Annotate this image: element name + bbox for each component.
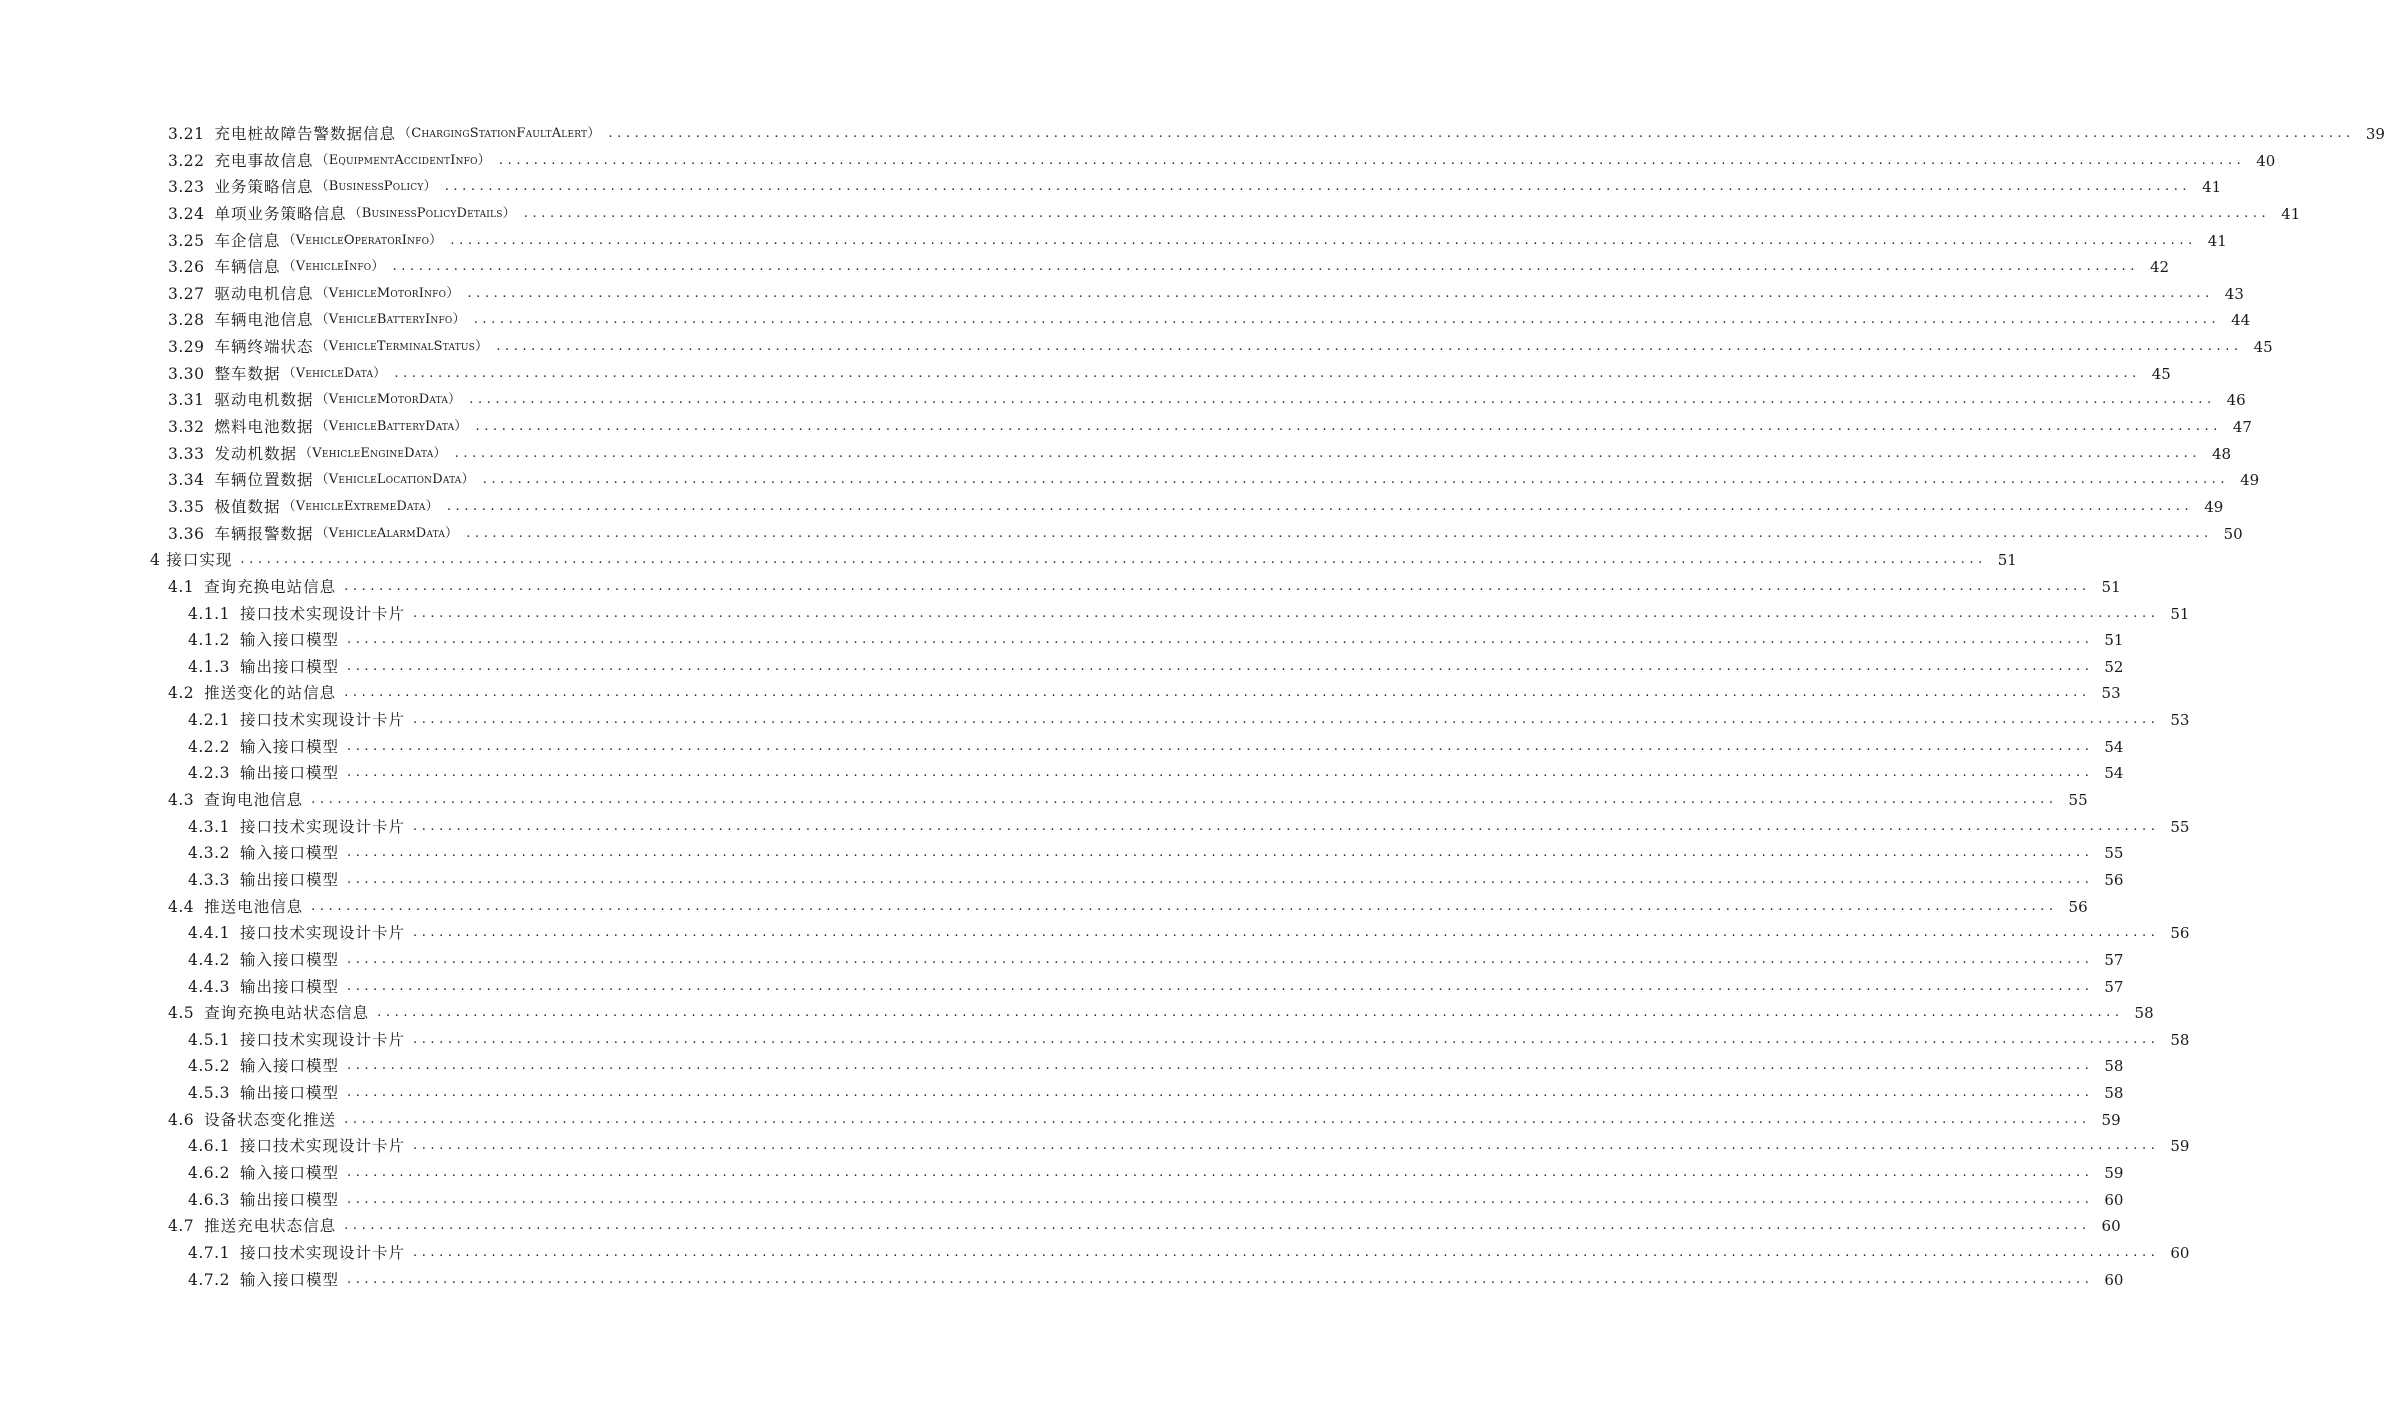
- toc-entry[interactable]: [0, 840, 2124, 867]
- toc-entry-page-number: 54: [2104, 764, 2124, 783]
- toc-entry-english-name: （VehicleData）: [282, 365, 387, 381]
- toc-entry-title: 输入接口模型: [239, 1057, 339, 1076]
- toc-entry-number: 4.3.3: [188, 870, 230, 889]
- toc-entry-heading: [168, 414, 468, 441]
- toc-entry-english-name: （VehicleLocationData）: [315, 472, 475, 488]
- toc-entry-number: 4.5.2: [188, 1057, 230, 1076]
- toc-entry[interactable]: [0, 281, 2244, 308]
- toc-entry[interactable]: [0, 1187, 2124, 1214]
- toc-entry-heading: [168, 441, 447, 468]
- toc-entry-title: 查询充换电站状态信息: [204, 1004, 370, 1023]
- toc-entry-page-number: 51: [2101, 577, 2121, 596]
- toc-dot-leader: ........................................................................................................................................................................................................: [240, 552, 1987, 568]
- toc-entry-page-number: 41: [2281, 204, 2301, 223]
- toc-entry-title: 驱动电机信息: [214, 284, 314, 303]
- toc-dot-leader: ........................................................................................................................................................................................................: [346, 871, 2094, 887]
- toc-entry-number: 3.35: [168, 497, 205, 516]
- toc-entry-number: 4.6: [168, 1110, 195, 1129]
- toc-entry[interactable]: [0, 1133, 2190, 1160]
- toc-entry-title: 接口技术实现设计卡片: [239, 817, 405, 836]
- toc-entry-number: 4.4.3: [188, 977, 230, 996]
- toc-entry-number: 4.1.2: [188, 631, 230, 650]
- toc-entry-number: 4.7.2: [188, 1270, 230, 1289]
- toc-entry[interactable]: [0, 1107, 2121, 1134]
- toc-entry-english-name: （EquipmentAccidentInfo）: [315, 152, 491, 168]
- toc-entry-heading: [188, 1187, 339, 1214]
- toc-entry-page-number: 51: [1997, 551, 2017, 570]
- toc-entry-page-number: 55: [2068, 791, 2088, 810]
- toc-entry[interactable]: [0, 707, 2190, 734]
- toc-entry-title: 输入接口模型: [239, 737, 339, 756]
- toc-entry-page-number: 41: [2202, 178, 2222, 197]
- toc-dot-leader: ........................................................................................................................................................................................................: [344, 1111, 2091, 1127]
- toc-entry-page-number: 56: [2068, 897, 2088, 916]
- toc-entry[interactable]: [0, 174, 2222, 201]
- toc-entry-title: 接口技术实现设计卡片: [239, 604, 405, 623]
- toc-entry-title: 输出接口模型: [239, 764, 339, 783]
- toc-entry-title: 车辆终端状态: [214, 338, 314, 357]
- toc-entry-page-number: 42: [2149, 258, 2170, 277]
- toc-entry[interactable]: [0, 734, 2124, 761]
- toc-dot-leader: ........................................................................................................................................................................................................: [346, 845, 2094, 861]
- toc-entry-title: 查询充换电站信息: [204, 577, 337, 596]
- toc-entry-english-name: （VehicleBatteryData）: [315, 419, 468, 435]
- toc-entry-title: 接口技术实现设计卡片: [239, 1030, 405, 1049]
- toc-entry-heading: [168, 680, 336, 707]
- toc-entry-title: 驱动电机数据: [214, 391, 314, 410]
- toc-entry[interactable]: [0, 760, 2124, 787]
- toc-entry-title: 极值数据: [214, 497, 281, 516]
- toc-dot-leader: ........................................................................................................................................................................................................: [608, 126, 2355, 141]
- toc-entry-heading: [188, 734, 339, 761]
- toc-entry-page-number: 45: [2151, 364, 2171, 383]
- toc-entry-page-number: 47: [2232, 418, 2252, 437]
- toc-dot-leader: ........................................................................................................................................................................................................: [412, 1244, 2160, 1260]
- toc-entry-page-number: 58: [2134, 1004, 2154, 1023]
- toc-entry-title: 输入接口模型: [239, 950, 339, 969]
- toc-entry-page-number: 53: [2101, 684, 2121, 703]
- toc-entry-heading: [188, 601, 405, 628]
- toc-dot-leader: ........................................................................................................................................................................................................: [482, 472, 2230, 488]
- toc-entry-english-name: （VehicleAlarmData）: [315, 525, 459, 541]
- toc-entry-page-number: 57: [2104, 950, 2124, 969]
- toc-dot-leader: ........................................................................................................................................................................................................: [412, 1138, 2160, 1154]
- toc-entry-title: 发动机数据: [214, 444, 298, 463]
- toc-entry-title: 充电事故信息: [214, 151, 314, 170]
- toc-entry-page-number: 51: [2104, 631, 2124, 650]
- toc-entry[interactable]: [0, 787, 2088, 814]
- toc-entry-number: 3.32: [168, 418, 205, 437]
- toc-dot-leader: ........................................................................................................................................................................................................: [412, 925, 2160, 941]
- toc-dot-leader: ........................................................................................................................................................................................................: [344, 578, 2091, 594]
- toc-entry-english-name: （VehicleEngineData）: [299, 445, 447, 461]
- toc-entry-page-number: 59: [2170, 1137, 2190, 1156]
- toc-entry-heading: [188, 707, 405, 734]
- toc-entry-number: 4.2.1: [188, 711, 230, 730]
- toc-dot-leader: ........................................................................................................................................................................................................: [469, 392, 2216, 408]
- toc-entry-number: 3.24: [168, 204, 205, 223]
- toc-entry-page-number: 53: [2170, 711, 2190, 730]
- toc-entry-heading: [168, 787, 303, 814]
- toc-entry[interactable]: [0, 201, 2301, 228]
- toc-entry-heading: [168, 307, 466, 334]
- toc-dot-leader: ........................................................................................................................................................................................................: [346, 1085, 2094, 1101]
- toc-dot-leader: ........................................................................................................................................................................................................: [450, 232, 2197, 248]
- toc-entry-heading: [188, 760, 339, 787]
- toc-entry-title: 接口技术实现设计卡片: [239, 924, 405, 943]
- toc-dot-leader: ........................................................................................................................................................................................................: [473, 312, 2221, 328]
- toc-entry[interactable]: [0, 1027, 2190, 1054]
- toc-entry-english-name: （ChargingStationFaultAlert）: [398, 126, 601, 141]
- toc-entry-title: 设备状态变化推送: [204, 1110, 337, 1129]
- toc-entry-title: 输出接口模型: [239, 977, 339, 996]
- toc-entry-title: 推送充电状态信息: [204, 1217, 337, 1236]
- toc-dot-leader: ........................................................................................................................................................................................................: [346, 765, 2094, 781]
- toc-entry-title: 接口技术实现设计卡片: [239, 1243, 405, 1262]
- toc-entry-page-number: 60: [2101, 1217, 2121, 1236]
- toc-entry[interactable]: [0, 334, 2273, 361]
- toc-dot-leader: ........................................................................................................................................................................................................: [498, 152, 2246, 168]
- toc-entry-english-name: （BusinessPolicyDetails）: [348, 205, 516, 221]
- toc-entry-title: 推送变化的站信息: [204, 684, 337, 703]
- toc-entry-heading: [188, 627, 339, 654]
- toc-entry-number: 4.1.3: [188, 657, 230, 676]
- toc-entry-title: 输出接口模型: [239, 870, 339, 889]
- toc-entry-heading: [168, 387, 461, 414]
- toc-entry-english-name: （VehicleTerminalStatus）: [315, 339, 489, 355]
- toc-entry[interactable]: [0, 867, 2124, 894]
- toc-entry-heading: [150, 547, 232, 574]
- toc-entry-number: 4.3: [168, 791, 195, 810]
- toc-entry-number: 4.4.1: [188, 924, 230, 943]
- toc-dot-leader: ........................................................................................................................................................................................................: [412, 712, 2160, 728]
- toc-entry-number: 4.2: [168, 684, 195, 703]
- toc-entry-heading: [188, 1053, 339, 1080]
- toc-entry[interactable]: [0, 1053, 2124, 1080]
- toc-entry-page-number: 60: [2170, 1243, 2190, 1262]
- toc-entry-heading: [188, 947, 339, 974]
- toc-entry-page-number: 56: [2170, 924, 2190, 943]
- toc-entry-heading: [168, 1213, 336, 1240]
- toc-entry-title: 输入接口模型: [239, 631, 339, 650]
- toc-entry-title: 接口技术实现设计卡片: [239, 711, 405, 730]
- toc-entry-title: 整车数据: [214, 364, 281, 383]
- toc-entry-number: 4.4: [168, 897, 195, 916]
- toc-entry-heading: [168, 228, 442, 255]
- toc-entry[interactable]: [0, 601, 2190, 628]
- toc-entry-page-number: 59: [2104, 1163, 2124, 1182]
- toc-entry-heading: [188, 1027, 405, 1054]
- toc-entry-page-number: 48: [2212, 444, 2232, 463]
- toc-entry-number: 4.2.3: [188, 764, 230, 783]
- toc-entry-heading: [188, 867, 339, 894]
- toc-entry-title: 输出接口模型: [239, 1190, 339, 1209]
- toc-entry-title: 输入接口模型: [239, 1163, 339, 1182]
- toc-entry-number: 4.5.1: [188, 1030, 230, 1049]
- toc-entry-number: 4.7: [168, 1217, 195, 1236]
- toc-entry-heading: [168, 121, 600, 148]
- toc-entry-heading: [168, 254, 385, 281]
- toc-entry[interactable]: [0, 121, 2385, 148]
- toc-entry-number: 4.1.1: [188, 604, 230, 623]
- toc-entry-number: 4.6.2: [188, 1163, 230, 1182]
- toc-entry-heading: [188, 1133, 405, 1160]
- toc-entry-heading: [168, 174, 437, 201]
- toc-entry-title: 车辆位置数据: [214, 471, 314, 490]
- toc-dot-leader: ........................................................................................................................................................................................................: [344, 685, 2091, 701]
- toc-entry-page-number: 57: [2104, 977, 2124, 996]
- toc-entry-title: 燃料电池数据: [214, 418, 314, 437]
- toc-entry-page-number: 60: [2104, 1270, 2124, 1289]
- toc-entry-page-number: 50: [2223, 524, 2243, 543]
- toc-entry-page-number: 43: [2224, 284, 2244, 303]
- toc-entry-heading: [188, 654, 339, 681]
- toc-entry-number: 4.5: [168, 1004, 195, 1023]
- toc-entry-page-number: 52: [2104, 657, 2124, 676]
- toc-entry-title: 输入接口模型: [239, 844, 339, 863]
- toc-entry-page-number: 49: [2204, 497, 2224, 516]
- toc-dot-leader: ........................................................................................................................................................................................................: [346, 1164, 2094, 1180]
- toc-entry-number: 3.26: [168, 258, 205, 277]
- toc-dot-leader: ........................................................................................................................................................................................................: [311, 898, 2058, 914]
- toc-entry-english-name: （VehicleOperatorInfo）: [282, 232, 443, 248]
- toc-entry-english-name: （VehicleMotorInfo）: [315, 285, 460, 301]
- toc-dot-leader: ........................................................................................................................................................................................................: [446, 498, 2194, 514]
- toc-entry[interactable]: [0, 467, 2260, 494]
- toc-entry[interactable]: [0, 547, 2017, 574]
- toc-entry-number: 3.29: [168, 338, 205, 357]
- toc-entry-title: 输出接口模型: [239, 1084, 339, 1103]
- toc-dot-leader: ........................................................................................................................................................................................................: [311, 792, 2058, 808]
- toc-entry-english-name: （VehicleBatteryInfo）: [315, 312, 466, 328]
- toc-entry-page-number: 46: [2226, 391, 2246, 410]
- toc-entry[interactable]: [0, 814, 2190, 841]
- toc-entry-title: 车企信息: [214, 231, 281, 250]
- toc-dot-leader: ........................................................................................................................................................................................................: [454, 445, 2202, 461]
- toc-entry-heading: [168, 1000, 369, 1027]
- toc-entry[interactable]: [0, 254, 2170, 281]
- toc-entry-heading: [168, 894, 303, 921]
- toc-entry-heading: [188, 920, 405, 947]
- toc-entry[interactable]: [0, 1160, 2124, 1187]
- toc-entry-number: 3.33: [168, 444, 205, 463]
- toc-entry-page-number: 59: [2101, 1110, 2121, 1129]
- toc-entry-heading: [188, 1267, 339, 1294]
- toc-entry-heading: [188, 1160, 339, 1187]
- toc-entry-title: 输出接口模型: [239, 657, 339, 676]
- toc-entry-number: 4.6.3: [188, 1190, 230, 1209]
- toc-entry-heading: [168, 1107, 336, 1134]
- toc-dot-leader: ........................................................................................................................................................................................................: [392, 259, 2140, 275]
- toc-entry-heading: [188, 1240, 405, 1267]
- toc-entry-heading: [168, 334, 488, 361]
- toc-entry-number: 3.21: [168, 125, 205, 143]
- toc-dot-leader: ........................................................................................................................................................................................................: [346, 1058, 2094, 1074]
- toc-entry-heading: [188, 840, 339, 867]
- toc-entry-number: 4.2.2: [188, 737, 230, 756]
- toc-entry[interactable]: [0, 148, 2276, 175]
- toc-dot-leader: ........................................................................................................................................................................................................: [377, 1005, 2124, 1021]
- toc-dot-leader: ........................................................................................................................................................................................................: [523, 205, 2271, 221]
- toc-entry[interactable]: [0, 414, 2252, 441]
- toc-entry-heading: [168, 467, 475, 494]
- toc-entry-page-number: 58: [2104, 1057, 2124, 1076]
- toc-dot-leader: ........................................................................................................................................................................................................: [346, 658, 2094, 674]
- toc-entry-page-number: 58: [2104, 1084, 2124, 1103]
- toc-entry[interactable]: [0, 680, 2121, 707]
- toc-entry[interactable]: [0, 894, 2088, 921]
- toc-entry-heading: [168, 281, 459, 308]
- toc-entry-number: 4.4.2: [188, 950, 230, 969]
- toc-dot-leader: ........................................................................................................................................................................................................: [346, 978, 2094, 994]
- toc-entry-heading: [188, 974, 339, 1001]
- toc-entry-page-number: 56: [2104, 870, 2124, 889]
- toc-entry[interactable]: [0, 1267, 2124, 1294]
- toc-entry[interactable]: [0, 654, 2124, 681]
- toc-entry-number: 4.3.1: [188, 817, 230, 836]
- toc-entry-page-number: 45: [2253, 338, 2273, 357]
- toc-entry-title: 业务策略信息: [214, 178, 314, 197]
- toc-entry-page-number: 49: [2240, 471, 2260, 490]
- toc-entry[interactable]: [0, 307, 2251, 334]
- toc-entry-number: 3.36: [168, 524, 205, 543]
- toc-dot-leader: ........................................................................................................................................................................................................: [346, 951, 2094, 967]
- toc-dot-leader: ........................................................................................................................................................................................................: [346, 632, 2094, 648]
- toc-entry-number: 3.25: [168, 231, 205, 250]
- toc-entry-page-number: 58: [2170, 1030, 2190, 1049]
- table-of-contents: [0, 121, 2385, 1293]
- toc-dot-leader: ........................................................................................................................................................................................................: [346, 1271, 2094, 1287]
- toc-entry-page-number: 55: [2104, 844, 2124, 863]
- toc-entry[interactable]: [0, 228, 2227, 255]
- toc-entry-english-name: （VehicleMotorData）: [315, 392, 462, 408]
- toc-entry-title: 推送电池信息: [204, 897, 304, 916]
- toc-dot-leader: ........................................................................................................................................................................................................: [344, 1218, 2091, 1234]
- toc-entry-number: 3.34: [168, 471, 205, 490]
- toc-entry-heading: [168, 361, 386, 388]
- toc-dot-leader: ........................................................................................................................................................................................................: [466, 525, 2213, 541]
- toc-entry[interactable]: [0, 521, 2243, 548]
- toc-dot-leader: ........................................................................................................................................................................................................: [412, 818, 2160, 834]
- toc-entry-heading: [168, 574, 336, 601]
- toc-entry[interactable]: [0, 1240, 2190, 1267]
- toc-entry[interactable]: [0, 920, 2190, 947]
- toc-entry-page-number: 40: [2256, 151, 2276, 170]
- toc-entry-page-number: 44: [2231, 311, 2251, 330]
- toc-entry[interactable]: [0, 627, 2124, 654]
- toc-entry-english-name: （BusinessPolicy）: [315, 179, 437, 195]
- toc-entry-english-name: （VehicleExtremeData）: [282, 498, 439, 514]
- toc-dot-leader: ........................................................................................................................................................................................................: [444, 179, 2192, 195]
- toc-entry-number: 3.30: [168, 364, 205, 383]
- toc-entry-page-number: 54: [2104, 737, 2124, 756]
- toc-entry-title: 车辆信息: [214, 258, 281, 277]
- toc-entry-english-name: （VehicleInfo）: [282, 259, 385, 275]
- toc-dot-leader: ........................................................................................................................................................................................................: [412, 605, 2160, 621]
- toc-entry-number: 4.1: [168, 577, 195, 596]
- toc-entry-heading: [168, 201, 516, 228]
- toc-entry[interactable]: [0, 387, 2246, 414]
- toc-entry-heading: [188, 814, 405, 841]
- toc-entry-number: 4.5.3: [188, 1084, 230, 1103]
- toc-entry-title: 查询电池信息: [204, 791, 304, 810]
- toc-entry-page-number: 51: [2170, 604, 2190, 623]
- toc-entry-heading: [168, 148, 491, 175]
- toc-entry-page-number: 41: [2207, 231, 2227, 250]
- toc-entry-heading: [188, 1080, 339, 1107]
- toc-entry-page-number: 60: [2104, 1190, 2124, 1209]
- toc-entry-number: 4.6.1: [188, 1137, 230, 1156]
- toc-entry-heading: [168, 521, 458, 548]
- toc-entry-number: 4.3.2: [188, 844, 230, 863]
- toc-entry[interactable]: [0, 574, 2121, 601]
- toc-entry-number: 3.27: [168, 284, 205, 303]
- toc-entry-title: 接口实现: [166, 551, 233, 570]
- toc-entry-number: 4: [150, 551, 161, 570]
- toc-entry[interactable]: [0, 974, 2124, 1001]
- toc-entry[interactable]: [0, 1000, 2154, 1027]
- toc-entry-title: 车辆电池信息: [214, 311, 314, 330]
- toc-entry[interactable]: [0, 361, 2171, 388]
- toc-dot-leader: ........................................................................................................................................................................................................: [467, 285, 2214, 301]
- toc-entry-number: 3.28: [168, 311, 205, 330]
- toc-entry-title: 输入接口模型: [239, 1270, 339, 1289]
- toc-dot-leader: ........................................................................................................................................................................................................: [496, 339, 2243, 355]
- toc-dot-leader: ........................................................................................................................................................................................................: [394, 365, 2141, 381]
- toc-entry-title: 车辆报警数据: [214, 524, 314, 543]
- toc-dot-leader: ........................................................................................................................................................................................................: [346, 738, 2094, 754]
- toc-entry-number: 3.22: [168, 151, 205, 170]
- toc-entry-number: 3.31: [168, 391, 205, 410]
- toc-entry-heading: [168, 494, 439, 521]
- toc-entry-page-number: 55: [2170, 817, 2190, 836]
- toc-entry-title: 充电桩故障告警数据信息: [214, 125, 397, 143]
- toc-entry[interactable]: [0, 494, 2224, 521]
- toc-entry[interactable]: [0, 947, 2124, 974]
- toc-dot-leader: ........................................................................................................................................................................................................: [475, 419, 2222, 435]
- toc-entry[interactable]: [0, 441, 2232, 468]
- toc-entry-title: 单项业务策略信息: [214, 204, 347, 223]
- toc-entry[interactable]: [0, 1213, 2121, 1240]
- toc-entry-number: 3.23: [168, 178, 205, 197]
- toc-entry-number: 4.7.1: [188, 1243, 230, 1262]
- toc-dot-leader: ........................................................................................................................................................................................................: [346, 1191, 2094, 1207]
- toc-entry-title: 接口技术实现设计卡片: [239, 1137, 405, 1156]
- toc-entry-page-number: 39: [2365, 125, 2385, 143]
- toc-dot-leader: ........................................................................................................................................................................................................: [412, 1031, 2160, 1047]
- toc-entry[interactable]: [0, 1080, 2124, 1107]
